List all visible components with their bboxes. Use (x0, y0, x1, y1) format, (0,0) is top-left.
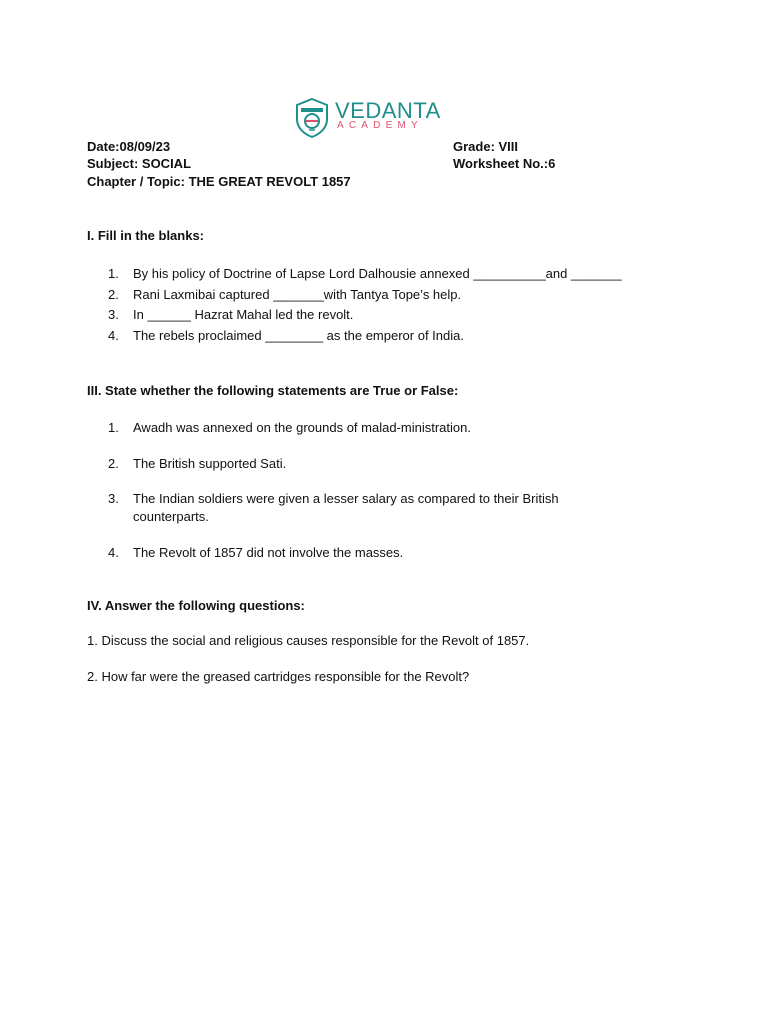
item-number: 2. (108, 287, 119, 302)
item-number: 4. (108, 328, 119, 343)
date-label: Date:08/09/23 (87, 139, 171, 154)
chapter-label: Chapter / Topic: THE GREAT REVOLT 1857 (87, 174, 351, 189)
section-true-false-title: III. State whether the following statements are True or False: (87, 383, 459, 398)
grade-label: Grade: VIII (453, 139, 519, 154)
vedanta-academy-logo (293, 97, 443, 141)
question-item: 2. How far were the greased cartridges responsible for the Revolt? (87, 669, 470, 684)
item-number: 4. (108, 545, 119, 560)
section-fill-blanks-title: I. Fill in the blanks: (87, 228, 205, 243)
logo-sub-text: ACADEMY (337, 120, 423, 131)
item-text: The Revolt of 1857 did not involve the masses. (133, 545, 404, 560)
item-number: 3. (108, 491, 119, 506)
item-text: The British supported Sati. (133, 456, 287, 471)
section-answer-questions-title: IV. Answer the following questions: (87, 598, 305, 613)
item-text: The Indian soldiers were given a lesser salary as compared to their British counterparts. (133, 491, 559, 524)
item-text: In ______ Hazrat Mahal led the revolt. (133, 307, 354, 322)
item-number: 3. (108, 307, 119, 322)
shield-emblem-icon (293, 97, 331, 139)
item-number: 2. (108, 456, 119, 471)
item-text: Rani Laxmibai captured _______with Tantya Tope’s help. (133, 287, 462, 302)
item-number: 1. (108, 266, 119, 281)
subject-label: Subject: SOCIAL (87, 156, 192, 171)
logo-brand-text: VEDANTA (335, 98, 441, 123)
item-text: Awadh was annexed on the grounds of malad-ministration. (133, 420, 471, 435)
item-number: 1. (108, 420, 119, 435)
worksheet-number-label: Worksheet No.:6 (453, 156, 556, 171)
question-item: 1. Discuss the social and religious causes responsible for the Revolt of 1857. (87, 633, 530, 648)
item-text: The rebels proclaimed ________ as the emperor of India. (133, 328, 464, 343)
item-text: By his policy of Doctrine of Lapse Lord Dalhousie annexed __________and _______ (133, 266, 622, 281)
